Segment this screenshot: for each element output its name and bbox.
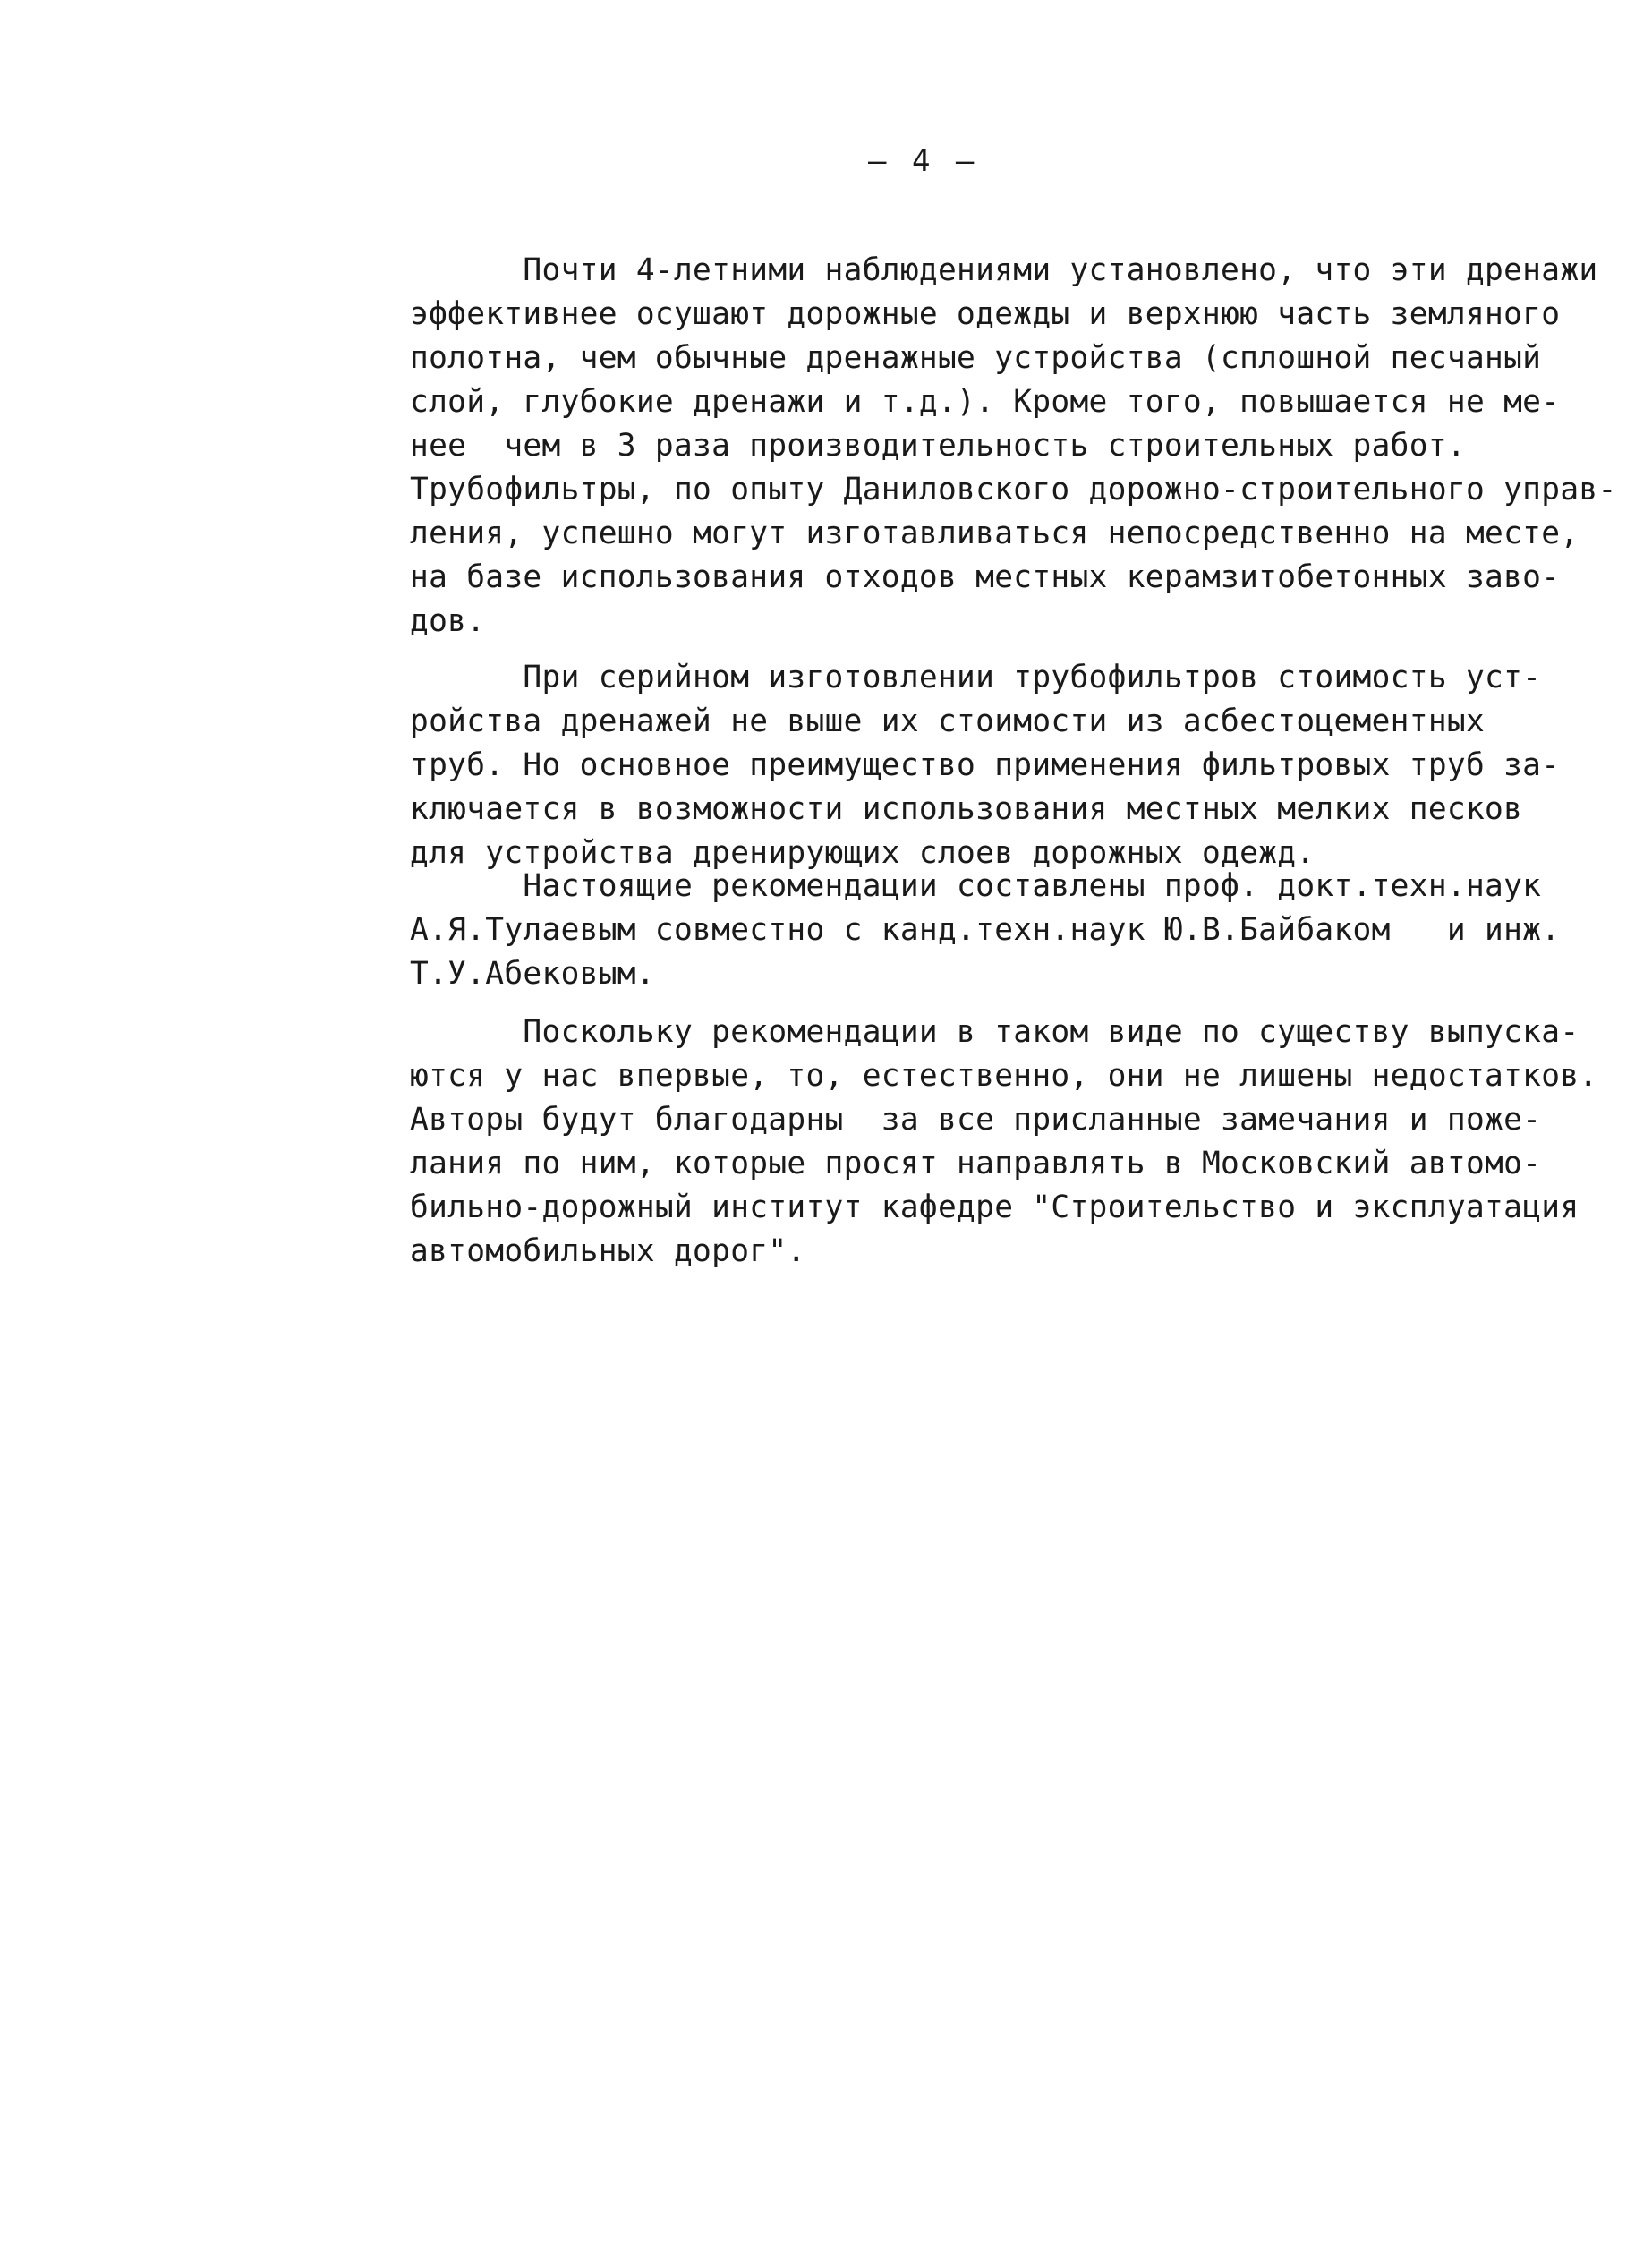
text-line: Настоящие рекомендации составлены проф. докт.техн.наук bbox=[410, 868, 1542, 904]
text-line: труб. Но основное преимущество применения фильтровых труб за- bbox=[410, 747, 1561, 783]
paragraph-feedback bbox=[410, 1011, 1598, 1274]
text-line: Трубофильтры, по опыту Даниловского дорожно-строительного управ- bbox=[410, 472, 1617, 507]
paragraph-observations bbox=[410, 249, 1617, 644]
text-line: ются у нас впервые, то, естественно, они не лишены недостатков. bbox=[410, 1058, 1598, 1094]
paragraph-authors bbox=[410, 865, 1573, 996]
text-line: При серийном изготовлении трубофильтров стоимость уст- bbox=[410, 660, 1542, 695]
paragraph-cost bbox=[410, 656, 1573, 875]
text-line: А.Я.Тулаевым совместно с канд.техн.наук Ю.В.Байбаком и инж. bbox=[410, 912, 1561, 948]
text-line: бильно-дорожный институт кафедре "Строительство и эксплуатация bbox=[410, 1190, 1580, 1225]
text-line: автомобильных дорог". bbox=[410, 1233, 806, 1269]
text-line: дов. bbox=[410, 603, 486, 639]
text-line: нее чем в 3 раза производительность строительных работ. bbox=[410, 428, 1466, 464]
text-line: ключается в возможности использования местных мелких песков bbox=[410, 791, 1523, 827]
text-line: лания по ним, которые просят направлять в Московский автомо- bbox=[410, 1146, 1542, 1181]
page-number: — 4 — bbox=[868, 143, 978, 179]
text-line: Авторы будут благодарны за все присланные замечания и поже- bbox=[410, 1102, 1542, 1138]
text-line: эффективнее осушают дорожные одежды и верхнюю часть земляного bbox=[410, 296, 1561, 332]
text-line: на базе использования отходов местных керамзитобетонных заво- bbox=[410, 559, 1561, 595]
text-line: полотна, чем обычные дренажные устройства (сплошной песчаный bbox=[410, 340, 1542, 376]
text-line: слой, глубокие дренажи и т.д.). Кроме того, повышается не ме- bbox=[410, 384, 1561, 420]
text-line: Т.У.Абековым. bbox=[410, 956, 655, 992]
text-line: Почти 4-летними наблюдениями установлено, что эти дренажи bbox=[410, 252, 1598, 288]
text-line: для устройства дренирующих слоев дорожных одежд. bbox=[410, 835, 1316, 871]
text-line: ления, успешно могут изготавливаться непосредственно на месте, bbox=[410, 516, 1580, 551]
text-line: Поскольку рекомендации в таком виде по существу выпуска- bbox=[410, 1014, 1580, 1050]
text-line: ройства дренажей не выше их стоимости из асбестоцементных bbox=[410, 704, 1486, 739]
